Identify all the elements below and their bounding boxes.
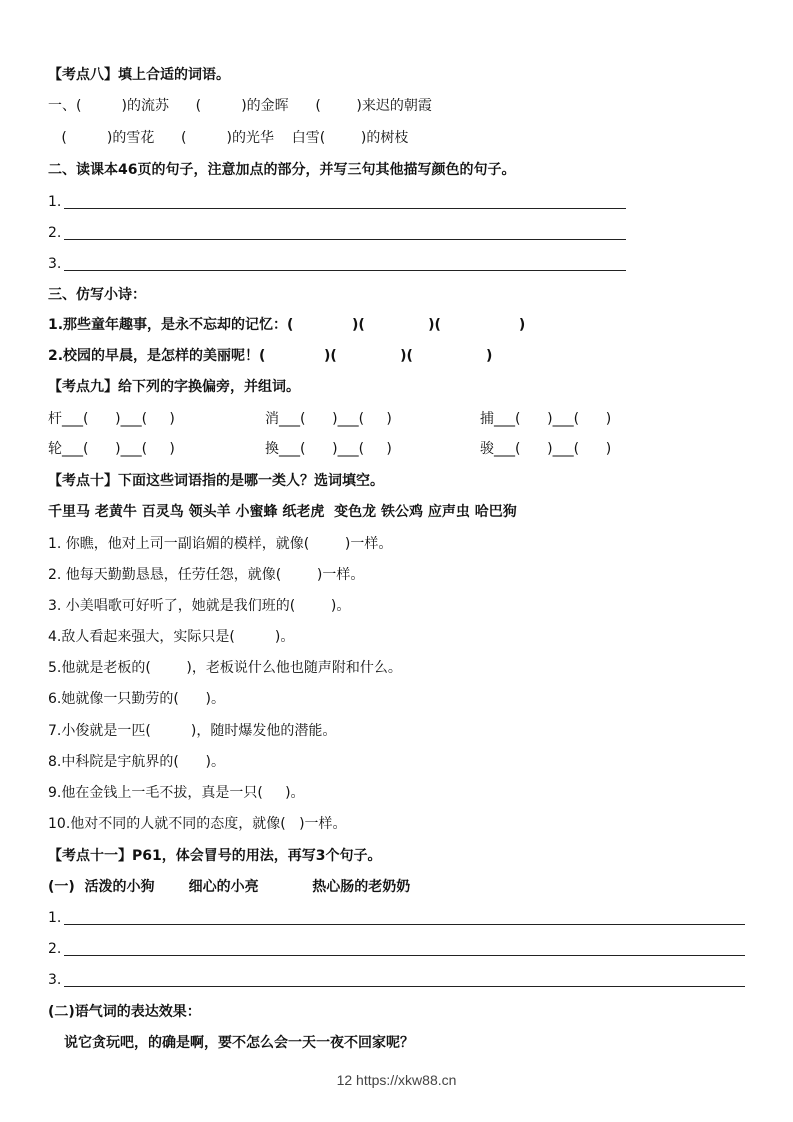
section-8-row-2: ( )的雪花 ( )的光华 白雪( )的树枝 (48, 130, 409, 146)
page-footer: 12 https://xkw88.cn (336, 1072, 457, 1088)
radical-item: 轮___( )___( ) (48, 441, 175, 457)
fill-item: 6.她就像一只勤劳的( )。 (48, 691, 225, 707)
fill-item: 10.他对不同的人就不同的态度，就像( )一样。 (48, 816, 347, 832)
radical-item: 骏___( )___( ) (480, 441, 612, 457)
radical-item: 杆___( )___( ) (48, 411, 175, 427)
radical-item: 消___( )___( ) (265, 411, 392, 427)
answer-line-label: 1. (48, 910, 62, 926)
answer-line[interactable] (64, 924, 745, 925)
fill-item: 8.中科院是宇航界的( )。 (48, 754, 225, 770)
fill-item: 4.敌人看起来强大，实际只是( )。 (48, 629, 295, 645)
answer-line-label: 2. (48, 941, 62, 957)
radical-item: 換___( )___( ) (265, 441, 392, 457)
answer-line-label: 3. (48, 972, 62, 988)
answer-line[interactable] (64, 955, 745, 956)
answer-line-label: 1. (48, 194, 62, 210)
fill-item: 1. 你瞧，他对上司一副谄媚的模样，就像( )一样。 (48, 536, 393, 552)
answer-line-label: 2. (48, 225, 62, 241)
answer-line[interactable] (64, 208, 626, 209)
subsection-2: (二)语气词的表达效果： (48, 1004, 201, 1020)
fill-item: 3. 小美唱歌可好听了，她就是我们班的( )。 (48, 598, 351, 614)
answer-line-label: 3. (48, 256, 62, 272)
section-2-title: 二、读课本46页的句子，注意加点的部分，并写三句其他描写颜色的句子。 (48, 162, 516, 178)
example-sentence: 说它贪玩吧，的确是啊，要不怎么会一天一夜不回家呢？ (64, 1035, 414, 1051)
fill-item: 9.他在金钱上一毛不拔，真是一只( )。 (48, 785, 305, 801)
fill-item: 5.他就是老板的( )，老板说什么他也随声附和什么。 (48, 660, 402, 676)
section-8-row-1: 一、( )的流苏 ( )的金晖 ( )来迟的朝霞 (48, 98, 432, 114)
poem-question-1: 1.那些童年趣事，是永不忘却的记忆：( )( )( ) (48, 317, 526, 333)
answer-line[interactable] (64, 239, 626, 240)
fill-item: 2. 他每天勤勤恳恳，任劳任怨，就像( )一样。 (48, 567, 365, 583)
section-9-title: 【考点九】给下列的字换偏旁，并组词。 (48, 379, 300, 395)
answer-line[interactable] (64, 270, 626, 271)
section-11-title: 【考点十一】P61，体会冒号的用法，再写3个句子。 (48, 848, 382, 864)
radical-item: 捕___( )___( ) (480, 411, 612, 427)
word-bank: 千里马 老黄牛 百灵鸟 领头羊 小蜜蜂 纸老虎 变色龙 铁公鸡 应声虫 哈巴狗 (48, 504, 517, 520)
section-3-title: 三、仿写小诗： (48, 287, 146, 303)
fill-item: 7.小俊就是一匹( )，随时爆发他的潜能。 (48, 723, 337, 739)
section-10-title: 【考点十】下面这些词语指的是哪一类人？选词填空。 (48, 473, 384, 489)
answer-line[interactable] (64, 986, 745, 987)
subsection-1: (一) 活泼的小狗 细心的小亮 热心肠的老奶奶 (48, 879, 411, 895)
poem-question-2: 2.校园的早晨，是怎样的美丽呢！( )( )( ) (48, 348, 493, 364)
section-8-title: 【考点八】填上合适的词语。 (48, 67, 230, 83)
